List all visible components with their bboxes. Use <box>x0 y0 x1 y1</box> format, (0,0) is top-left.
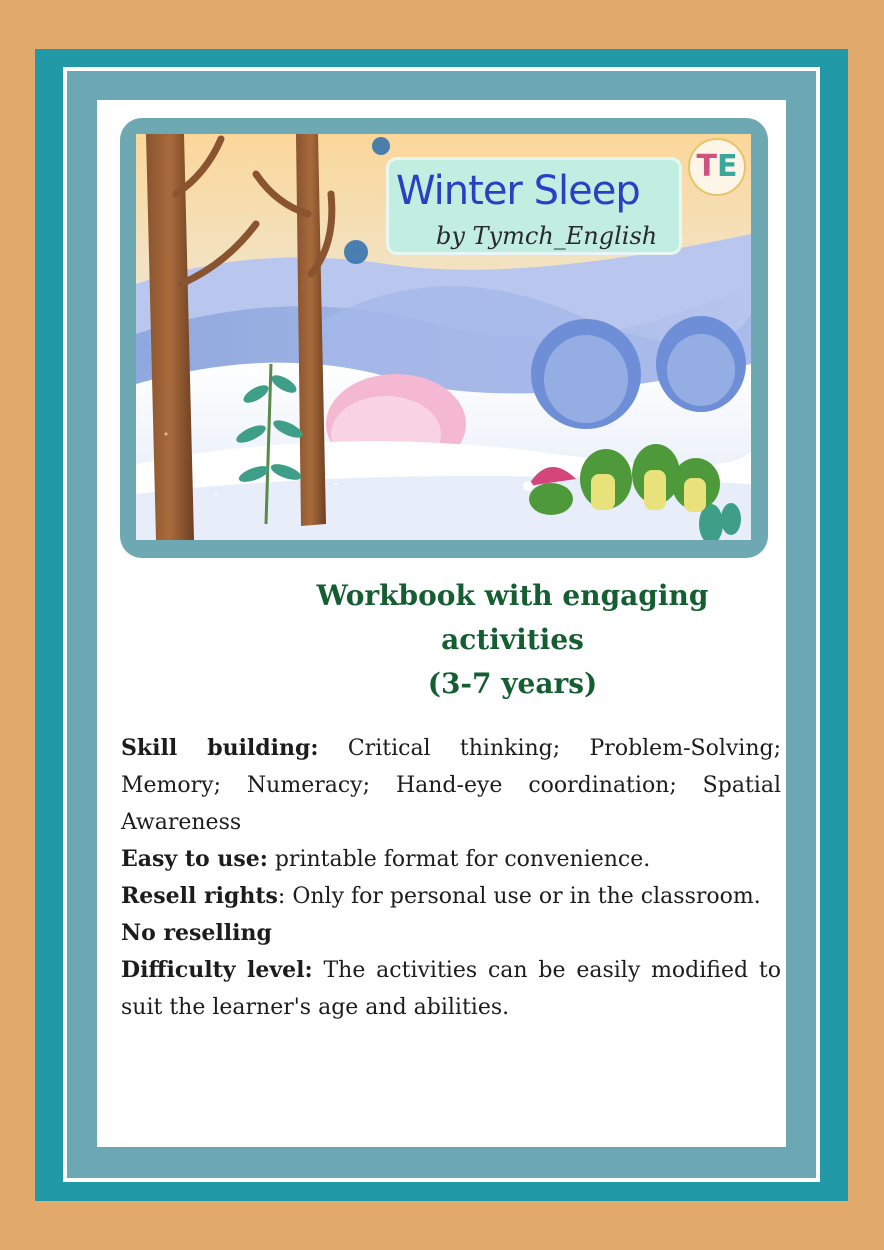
skill-building-label: Skill building: <box>121 735 319 761</box>
cover-subtitle: by Tymch_English <box>436 222 658 250</box>
difficulty-level-paragraph <box>121 952 781 1026</box>
skill-building-text: Critical thinking; Problem-Solving; Memory; Numeracy; Hand-eye coordination; Spatial Awareness <box>121 736 781 835</box>
resell-rights-paragraph <box>121 878 781 915</box>
heading-line-2: activities <box>441 623 584 656</box>
easy-to-use-text: printable format for convenience. <box>267 847 651 872</box>
brand-logo <box>688 138 746 196</box>
easy-to-use-label: Easy to use: <box>121 846 268 872</box>
resell-rights-text: : Only for personal use or in the classroom. <box>277 884 761 909</box>
resell-rights-label: Resell rights <box>121 883 278 909</box>
details-section <box>121 730 781 1026</box>
difficulty-level-text: The activities can be easily modified to suit the learner's age and abilities. <box>121 958 781 1020</box>
difficulty-level-label: Difficulty level: <box>121 957 313 983</box>
skill-building-paragraph <box>121 730 781 841</box>
logo-letter-e: E <box>716 149 738 184</box>
logo-letter-t: T <box>696 149 717 184</box>
cover-title: Winter Sleep <box>396 168 640 214</box>
heading-line-1: Workbook with engaging <box>316 579 709 612</box>
easy-to-use-paragraph <box>121 841 781 878</box>
workbook-heading <box>300 574 725 706</box>
no-reselling-paragraph <box>121 915 781 952</box>
heading-line-3: (3-7 years) <box>427 667 598 700</box>
no-reselling-label: No reselling <box>121 920 272 946</box>
